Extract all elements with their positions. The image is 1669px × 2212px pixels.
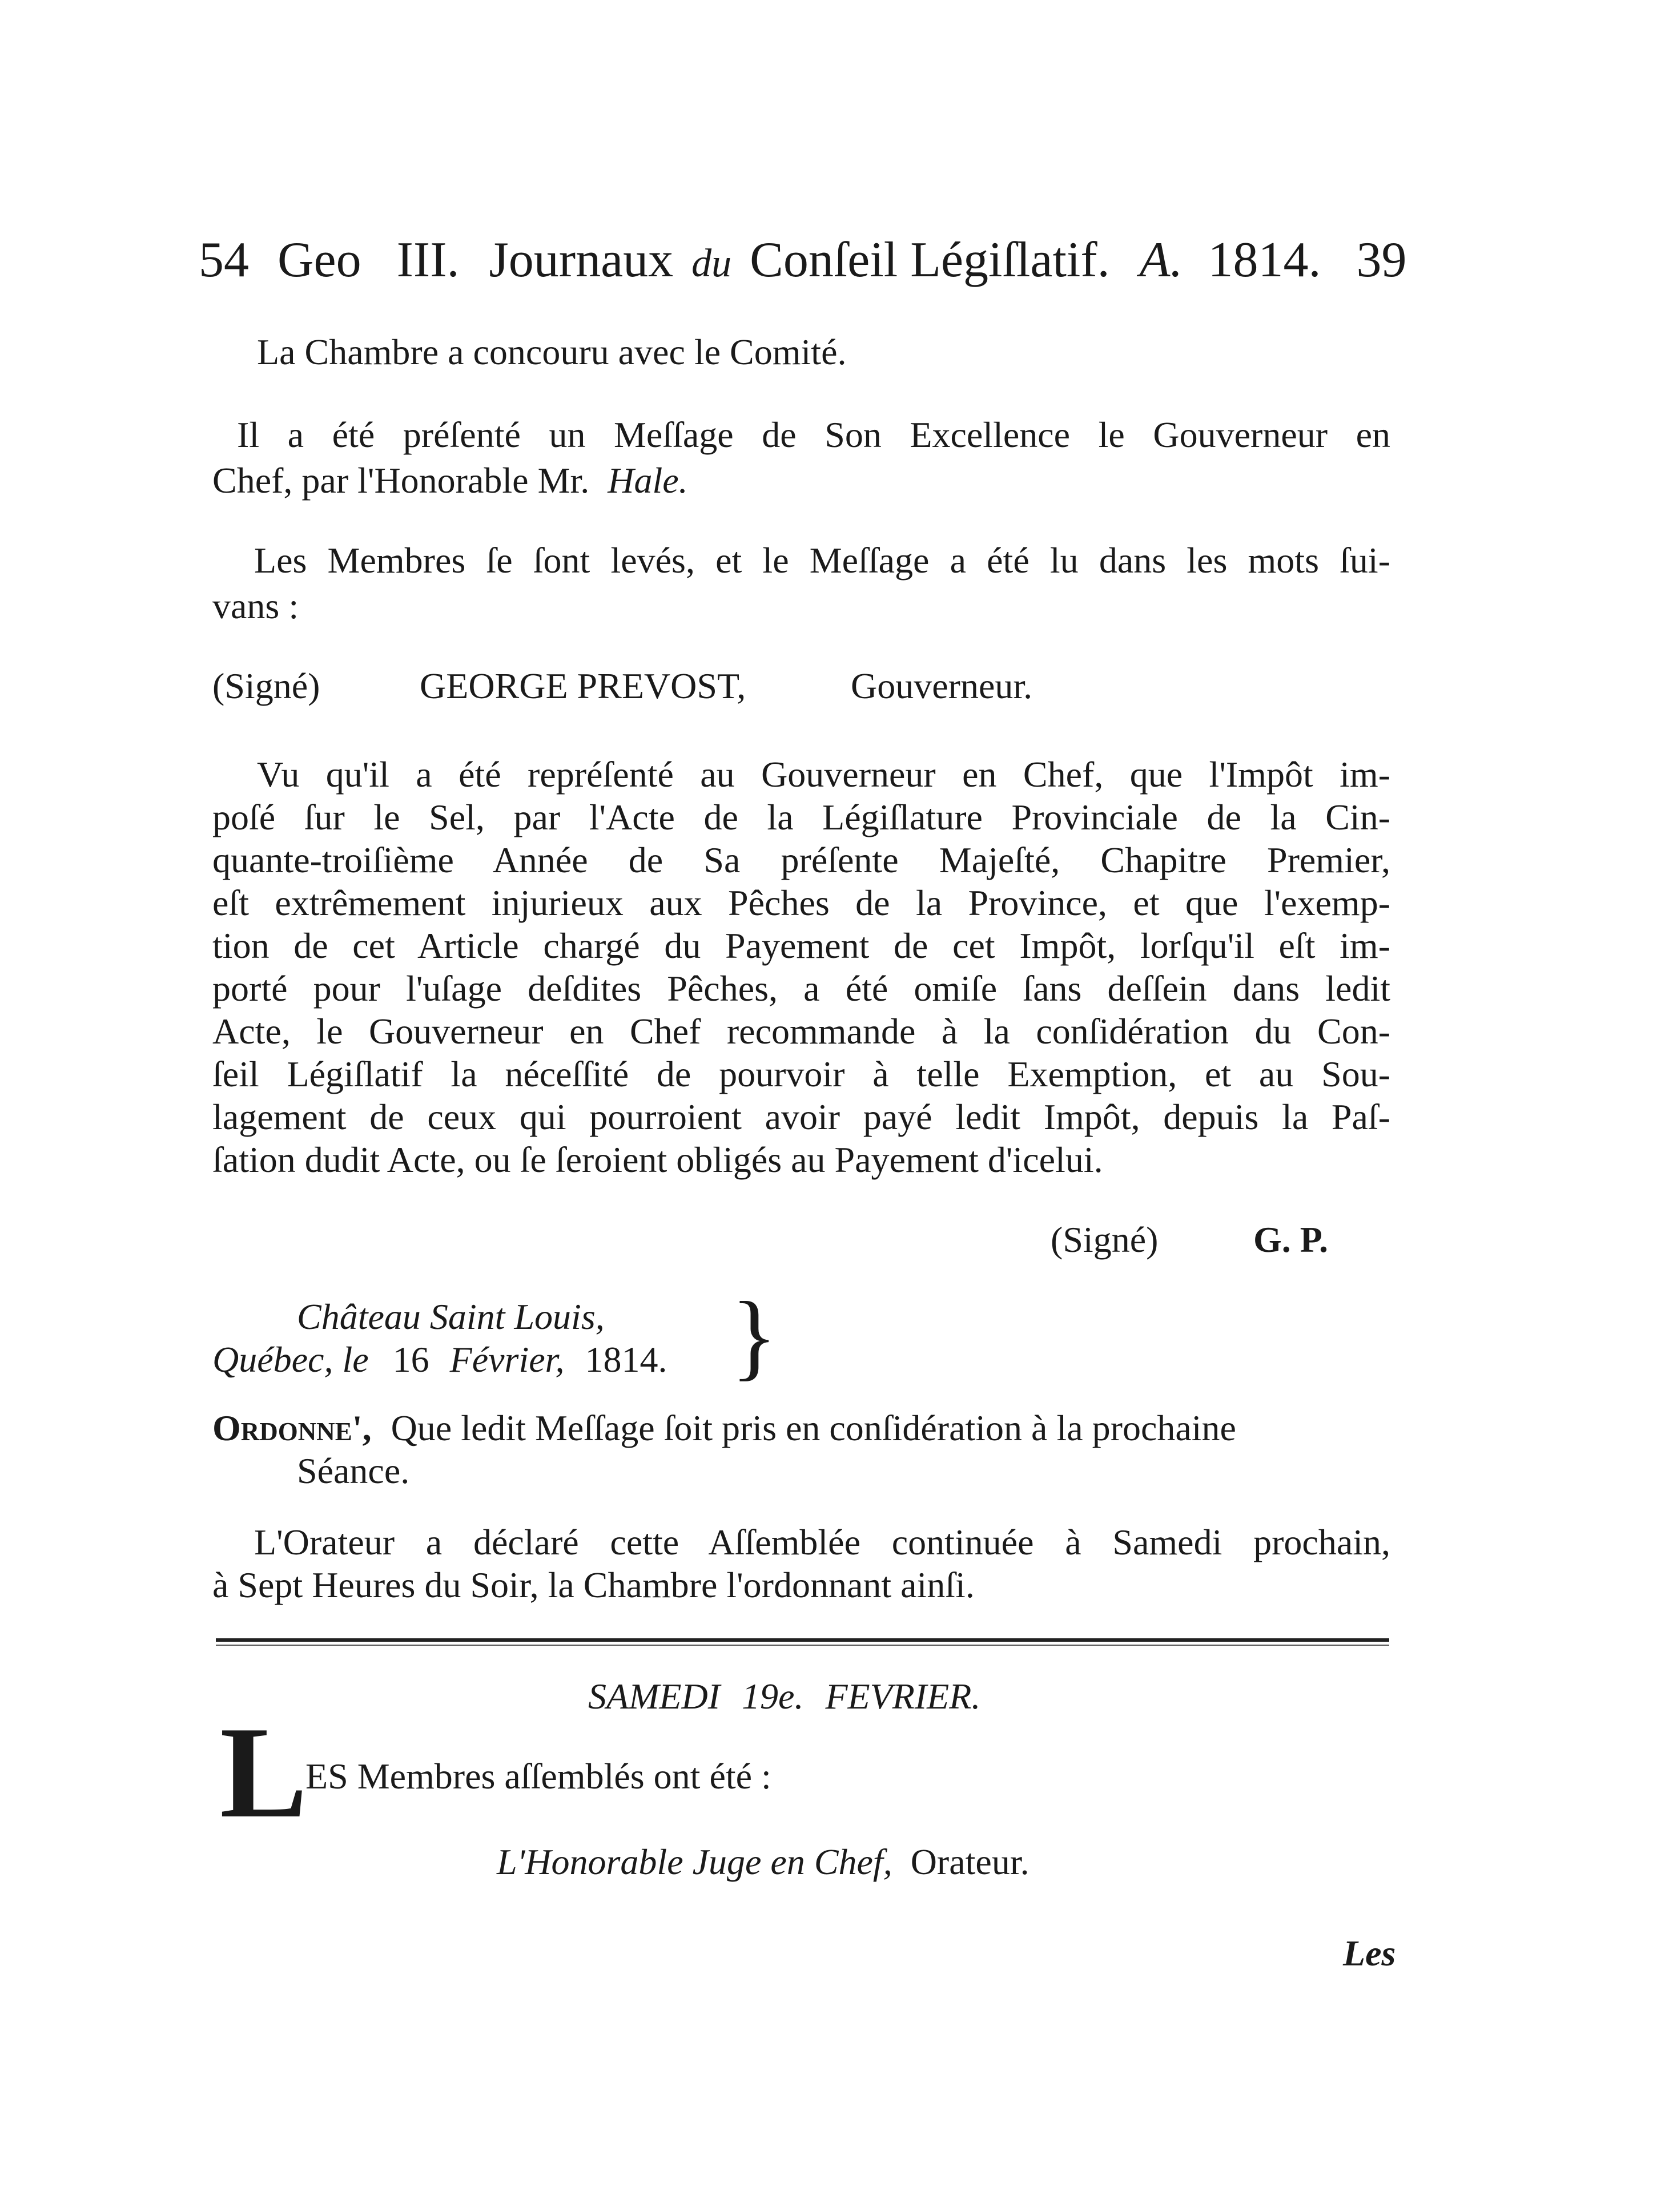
header-council: Conſeil Légiſlatif. xyxy=(750,232,1110,288)
running-header xyxy=(199,231,1407,289)
message-line: eſt extrêmement injurieux aux Pêches de la Province, et que l'exemp- xyxy=(212,883,1390,923)
honorable-title: L'Honorable Juge en Chef, xyxy=(497,1842,892,1882)
message-line: poſé ſur le Sel, par l'Acte de la Légiſlature Provinciale de la Cin- xyxy=(212,797,1390,837)
section-heading xyxy=(588,1675,980,1718)
message-line: porté pour l'uſage deſdites Pêches, a été omiſe ſans deſſein dans ledit xyxy=(212,968,1390,1009)
section-rule-thin xyxy=(216,1645,1389,1646)
place-line-1: Château Saint Louis, xyxy=(297,1296,605,1337)
heading-month: FEVRIER. xyxy=(825,1676,981,1717)
header-page-ref: 54 xyxy=(199,232,249,288)
message-line: Acte, le Gouverneur en Chef recommande à la conſidération du Con- xyxy=(212,1011,1390,1051)
ordonne-line-2: Séance. xyxy=(297,1451,410,1491)
ordonne-line-1 xyxy=(212,1407,1236,1449)
paragraph-membres-line-1: Les Membres ſe ſont levés, et le Meſſage a été lu dans les mots ſui- xyxy=(254,540,1390,581)
paragraph-message-line-2 xyxy=(212,460,688,502)
header-year: 1814. xyxy=(1208,232,1321,288)
heading-day: SAMEDI xyxy=(588,1676,721,1717)
place-year: 1814. xyxy=(585,1339,667,1380)
message-line: ſeil Légiſlatif la néceſſité de pourvoir à telle Exemption, et au Sou- xyxy=(212,1054,1390,1094)
paragraph-membres-line-2: vans : xyxy=(212,586,299,626)
drop-cap: L xyxy=(220,1699,308,1845)
message-line: Vu qu'il a été repréſenté au Gouverneur en Chef, que l'Impôt im- xyxy=(257,754,1390,795)
honorable-line xyxy=(497,1841,1029,1883)
header-reign: Geo xyxy=(278,232,361,288)
catchword: Les xyxy=(1343,1933,1396,1973)
header-reign-number: III. xyxy=(396,232,460,288)
signature-name: GEORGE PREVOST, xyxy=(420,666,746,706)
signature-signe: (Signé) xyxy=(212,666,320,706)
header-page-number: 39 xyxy=(1356,232,1407,288)
header-anno: A. xyxy=(1139,232,1183,288)
ordonne-label: Ordonne', xyxy=(212,1408,372,1448)
message-line: quante-troiſième Année de Sa préſente Majeſté, Chapitre Premier, xyxy=(212,840,1390,880)
ordonne-text: Que ledit Meſſage ſoit pris en conſidération à la prochaine xyxy=(391,1408,1236,1448)
honorable-orateur: Orateur. xyxy=(910,1842,1029,1882)
membres-assembles: ES Membres aſſemblés ont été : xyxy=(305,1756,771,1796)
place-line-2 xyxy=(212,1339,667,1381)
place-city: Québec, le xyxy=(212,1339,369,1380)
orateur-line-2: à Sept Heures du Soir, la Chambre l'ordonnant ainſi. xyxy=(212,1565,975,1605)
place-month: Février, xyxy=(449,1339,565,1380)
heading-date: 19e. xyxy=(742,1676,804,1717)
signature-title: Gouverneur. xyxy=(851,666,1033,706)
paragraph-chambre: La Chambre a concouru avec le Comité. xyxy=(257,332,847,372)
initials-signe: (Signé) xyxy=(1051,1219,1159,1260)
section-rule xyxy=(216,1638,1389,1642)
message-line: lagement de ceux qui pourroient avoir payé ledit Impôt, depuis la Paſ- xyxy=(212,1097,1390,1137)
header-journal-du: du xyxy=(691,241,732,285)
header-journal: Journaux xyxy=(489,232,674,288)
message-presenter-text: Chef, par l'Honorable Mr. xyxy=(212,460,590,501)
message-presenter-name: Hale. xyxy=(608,460,688,501)
paragraph-message-line-1: Il a été préſenté un Meſſage de Son Excellence le Gouverneur en xyxy=(237,414,1390,455)
place-day: 16 xyxy=(392,1339,429,1380)
message-line: ſation dudit Acte, ou ſe ſeroient obligés au Payement d'icelui. xyxy=(212,1139,1103,1180)
initials-gp: G. P. xyxy=(1253,1219,1328,1260)
orateur-line-1: L'Orateur a déclaré cette Aſſemblée continuée à Samedi prochain, xyxy=(254,1522,1390,1562)
message-line: tion de cet Article chargé du Payement de cet Impôt, lorſqu'il eſt im- xyxy=(212,925,1390,966)
brace-symbol: } xyxy=(731,1282,778,1389)
